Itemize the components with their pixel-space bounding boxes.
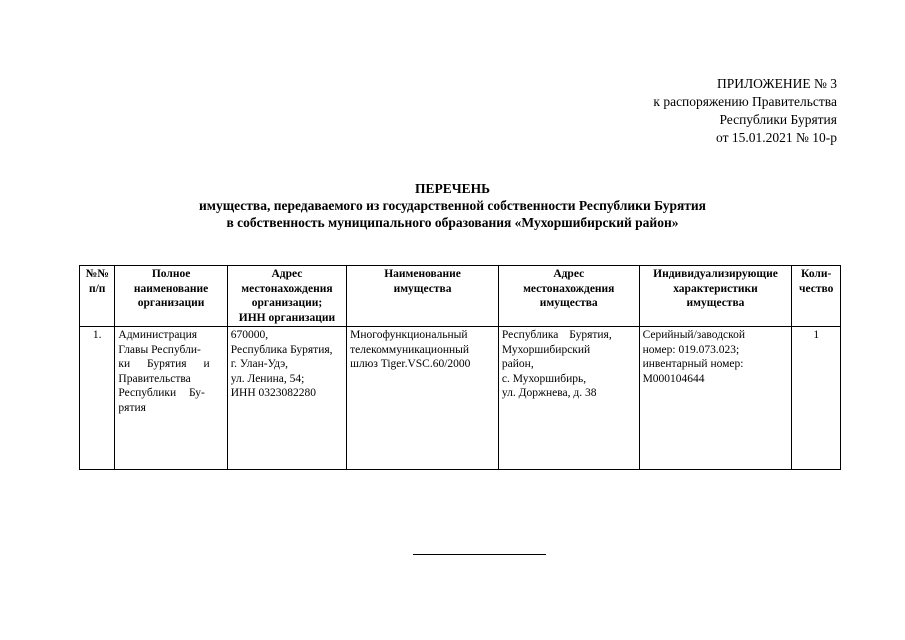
appendix-header [653, 75, 837, 147]
cell-property-name: Многофункциональный телекоммуникационный шлюз Tiger.VSC.60/2000 [347, 327, 499, 470]
header-property-address: Адрес местонахождения имущества [498, 266, 639, 327]
appendix-authority: Республики Бурятия [719, 112, 837, 127]
cell-characteristics: Серийный/заводской номер: 019.073.023; инвентарный номер: М000104644 [639, 327, 792, 470]
footer-divider [413, 554, 546, 555]
cell-number: 1. [80, 327, 115, 470]
header-org-address: Адрес местонахождения организации; ИНН организации [227, 266, 346, 327]
cell-organization: Администрация Главы Республи- ки Бурятия и Правительства Республики Бу- рятия [115, 327, 227, 470]
title-line-2: в собственность муниципального образования «Мухоршибирский район» [226, 215, 679, 230]
property-table [79, 265, 841, 470]
table-row [80, 327, 841, 470]
table-header-row [80, 266, 841, 327]
header-characteristics: Индивидуализирующие характеристики имущества [639, 266, 792, 327]
header-property-name: Наименование имущества [347, 266, 499, 327]
document-title [0, 180, 905, 231]
title-heading: ПЕРЕЧЕНЬ [414, 181, 491, 196]
cell-property-address: Республика Бурятия, Мухоршибирский район, с. Мухоршибирь, ул. Доржнева, д. 38 [498, 327, 639, 470]
title-line-1: имущества, передаваемого из государственной собственности Республики Бурятия [199, 198, 706, 213]
cell-quantity: 1 [792, 327, 841, 470]
appendix-reference: к распоряжению Правительства [653, 94, 837, 109]
header-quantity: Коли- чество [792, 266, 841, 327]
appendix-date: от 15.01.2021 № 10-р [716, 130, 837, 145]
cell-org-address: 670000, Республика Бурятия, г. Улан-Удэ, ул. Ленина, 54; ИНН 0323082280 [227, 327, 346, 470]
header-number: №№ п/п [80, 266, 115, 327]
header-organization: Полное наименование организации [115, 266, 227, 327]
appendix-number: ПРИЛОЖЕНИЕ № 3 [716, 76, 837, 91]
